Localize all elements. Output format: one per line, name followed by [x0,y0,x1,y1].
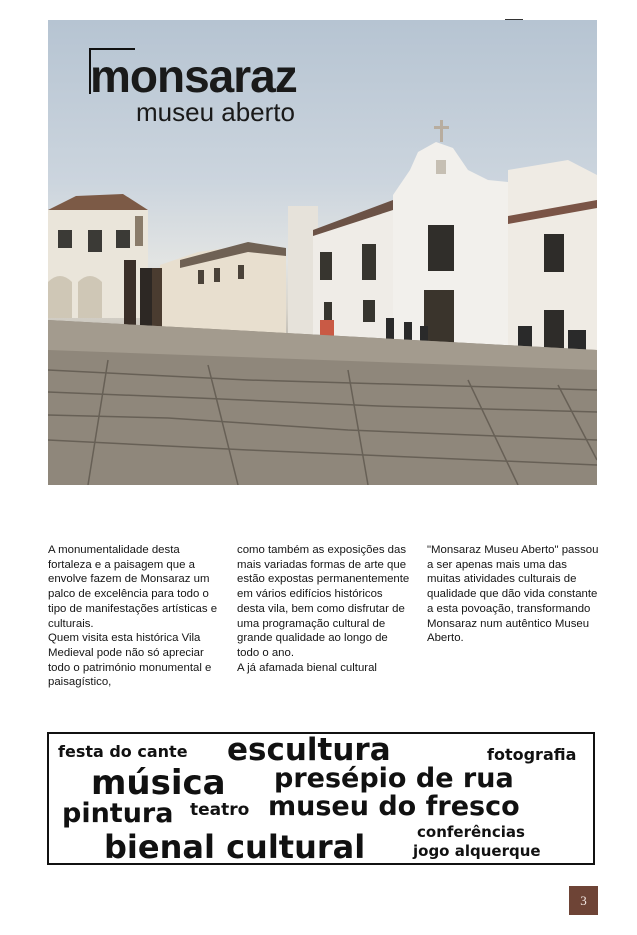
word-fotografia: fotografia [487,745,577,764]
text-column-2 [237,543,413,675]
paragraph: Quem visita esta histórica Vila Medieval pode não só apreciar todo o património monumental e paisagístico, [48,632,212,689]
word-bienal-cultural: bienal cultural [104,828,366,866]
text-column-1 [48,543,224,690]
word-escultura: escultura [227,732,391,768]
text-column-3 [427,543,603,646]
paragraph: "Monsaraz Museu Aberto" passou a ser apenas mais uma das muitas atividades culturais de qualidade que dão vida constante a esta povoação, transformando Monsaraz num autêntico Museu Aberto. [427,544,599,645]
title-subtitle: museu aberto [136,97,295,127]
word-presepio-de-rua: presépio de rua [274,763,514,794]
word-cloud [47,732,595,865]
word-teatro: teatro [190,800,250,820]
paragraph: A monumentalidade desta fortaleza e a paisagem que a envolve fazem de Monsaraz um palco de excelência para todo o tipo de manifestações artísticas e culturais. [48,544,218,630]
word-pintura: pintura [62,798,174,829]
word-museu-do-fresco: museu do fresco [268,791,520,822]
paragraph: como também as exposições das mais variadas formas de arte que estão expostas permanentemente em vários edifícios históricos desta vila, bem como disfrutar de uma programação cultural de grande qualidade ao longo de todo o ano. [237,544,410,659]
word-festa-do-cante: festa do cante [58,742,188,761]
title-main: monsaraz [90,50,297,102]
word-conferencias: conferências [417,823,525,841]
word-jogo-alquerque: jogo alquerque [413,842,541,860]
word-musica: música [91,763,226,803]
paragraph: A já afamada bienal cultural [237,661,377,674]
page-number: 3 [569,886,598,915]
